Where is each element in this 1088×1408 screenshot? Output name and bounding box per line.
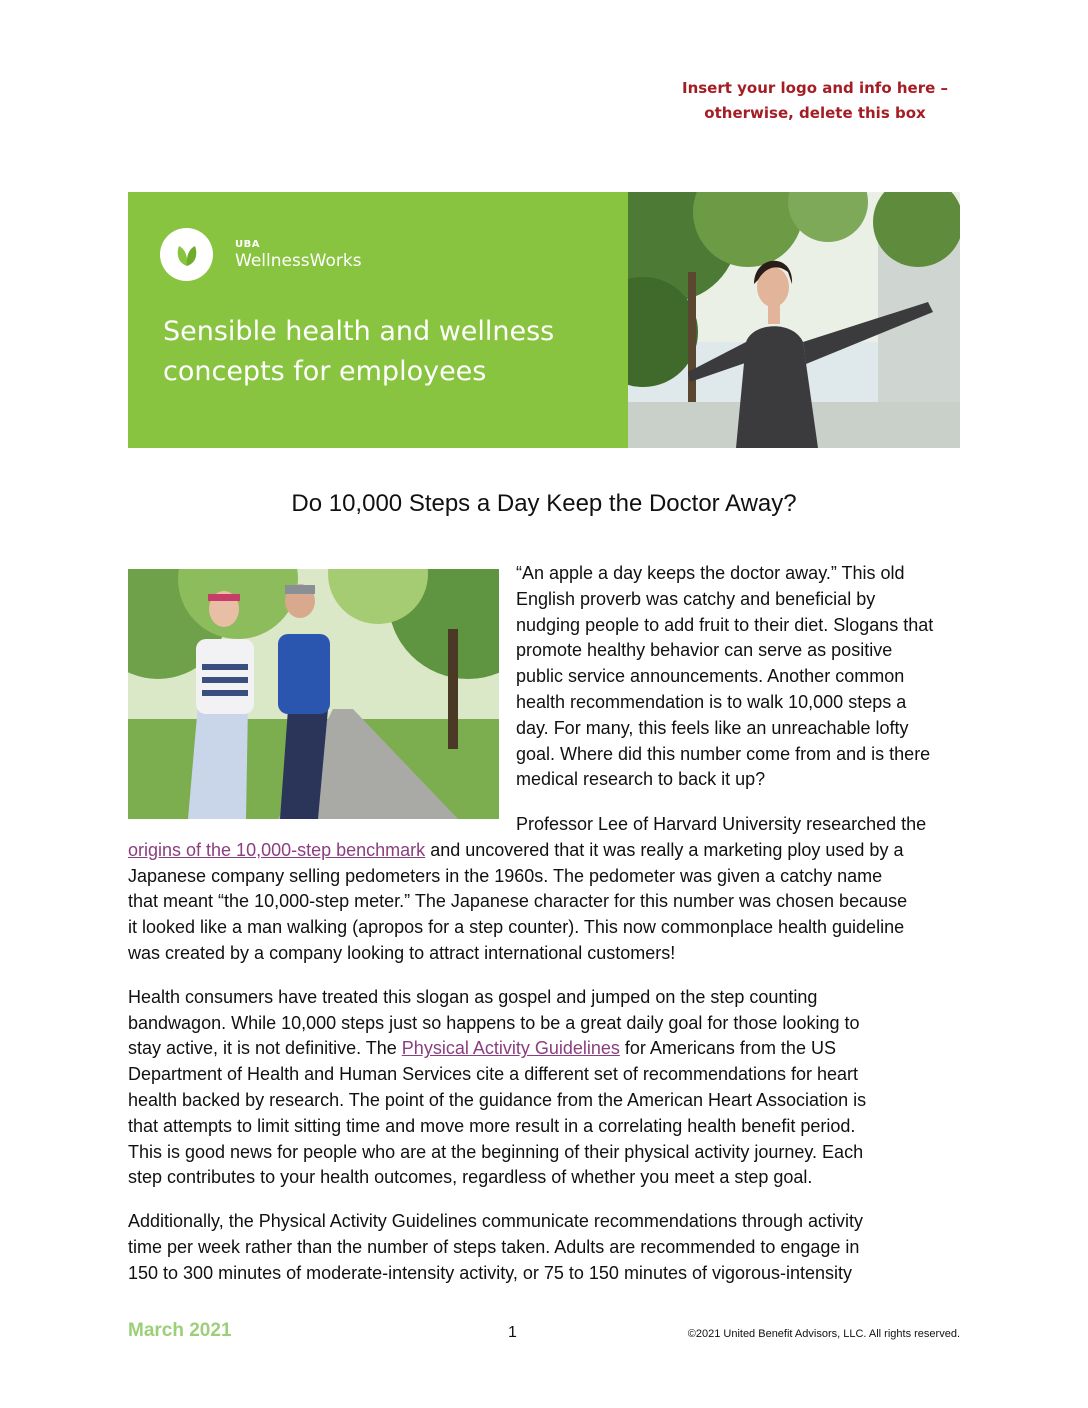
header-banner (128, 192, 960, 448)
paragraph-gap (128, 967, 968, 985)
logo-note-line-2: otherwise, delete this box (704, 104, 926, 122)
text-line: nudging people to add fruit to their diet. Slogans that (516, 614, 934, 635)
text-fragment: stay active, it is not definitive. The (128, 1038, 402, 1059)
text-line: that meant “the 10,000-step meter.” The Japanese character for this number was chosen because (128, 891, 908, 912)
article-title: Do 10,000 Steps a Day Keep the Doctor Away? (291, 490, 797, 517)
text-line: English proverb was catchy and beneficial by (516, 588, 876, 609)
text-line: time per week rather than the number of steps taken. Adults are recommended to engage in (128, 1236, 860, 1257)
text-line: step contributes to your health outcomes, regardless of whether you meet a step goal. (128, 1167, 813, 1188)
brand-name: WellnessWorks (235, 250, 362, 271)
page-number: 1 (508, 1324, 517, 1341)
paragraph-intro (516, 561, 962, 793)
text-line: goal. Where did this number come from and is there (516, 743, 931, 764)
tagline-line-1: Sensible health and wellness (163, 316, 555, 347)
physical-activity-guidelines-link[interactable]: Physical Activity Guidelines (401, 1038, 620, 1059)
origins-benchmark-link[interactable]: origins of the 10,000-step benchmark (128, 839, 426, 860)
leaf-icon (160, 228, 213, 281)
footer-date: March 2021 (128, 1320, 232, 1341)
text-line: health recommendation is to walk 10,000 steps a (516, 691, 907, 712)
text-line: Professor Lee of Harvard University researched the (516, 814, 927, 834)
text-line: Japanese company selling pedometers in the 1960s. The pedometer was given a catchy name (128, 865, 883, 886)
woman-outdoors-photo (628, 192, 960, 448)
text-line: day. For many, this feels like an unreachable lofty (516, 717, 909, 738)
text-line: health backed by research. The point of the guidance from the American Heart Association is (128, 1089, 867, 1110)
logo-note-line-1: Insert your logo and info here – (681, 79, 949, 97)
text-line (128, 838, 968, 864)
text-line: Additionally, the Physical Activity Guidelines communicate recommendations through activity (128, 1211, 864, 1232)
text-line: 150 to 300 minutes of moderate-intensity activity, or 75 to 150 minutes of vigorous-intensity (128, 1262, 853, 1283)
women-walking-photo (128, 569, 499, 819)
brand-small: UBA (235, 238, 260, 250)
text-line: Health consumers have treated this slogan as gospel and jumped on the step counting (128, 986, 818, 1007)
text-line: was created by a company looking to attract international customers! (128, 942, 676, 963)
text-line: This is good news for people who are at the beginning of their physical activity journey. Each (128, 1141, 864, 1162)
text-line: “An apple a day keeps the doctor away.” This old (516, 563, 905, 583)
text-line: bandwagon. While 10,000 steps just so happens to be a great daily goal for those looking to (128, 1012, 860, 1033)
tagline-line-2: concepts for employees (163, 356, 487, 387)
text-line: that attempts to limit sitting time and move more result in a correlating health benefit period. (128, 1115, 856, 1136)
article-body (128, 812, 968, 1287)
text-fragment: for Americans from the US (619, 1038, 836, 1059)
copyright-notice: ©2021 United Benefit Advisors, LLC. All rights reserved. (687, 1328, 960, 1340)
text-line: it looked like a man walking (apropos for a step counter). This now commonplace health guideline (128, 917, 905, 938)
text-line (128, 1036, 968, 1062)
banner-tagline (163, 312, 583, 392)
text-line: medical research to back it up? (516, 769, 766, 790)
logo-placeholder-note (660, 76, 970, 126)
paragraph-gap (128, 1191, 968, 1209)
text-line: promote healthy behavior can serve as positive (516, 640, 893, 661)
brand-logo (160, 228, 362, 281)
text-line: public service announcements. Another common (516, 666, 905, 687)
text-fragment: and uncovered that it was really a marketing ploy used by a (425, 839, 904, 860)
text-line: Department of Health and Human Services cite a different set of recommendations for heart (128, 1064, 859, 1085)
